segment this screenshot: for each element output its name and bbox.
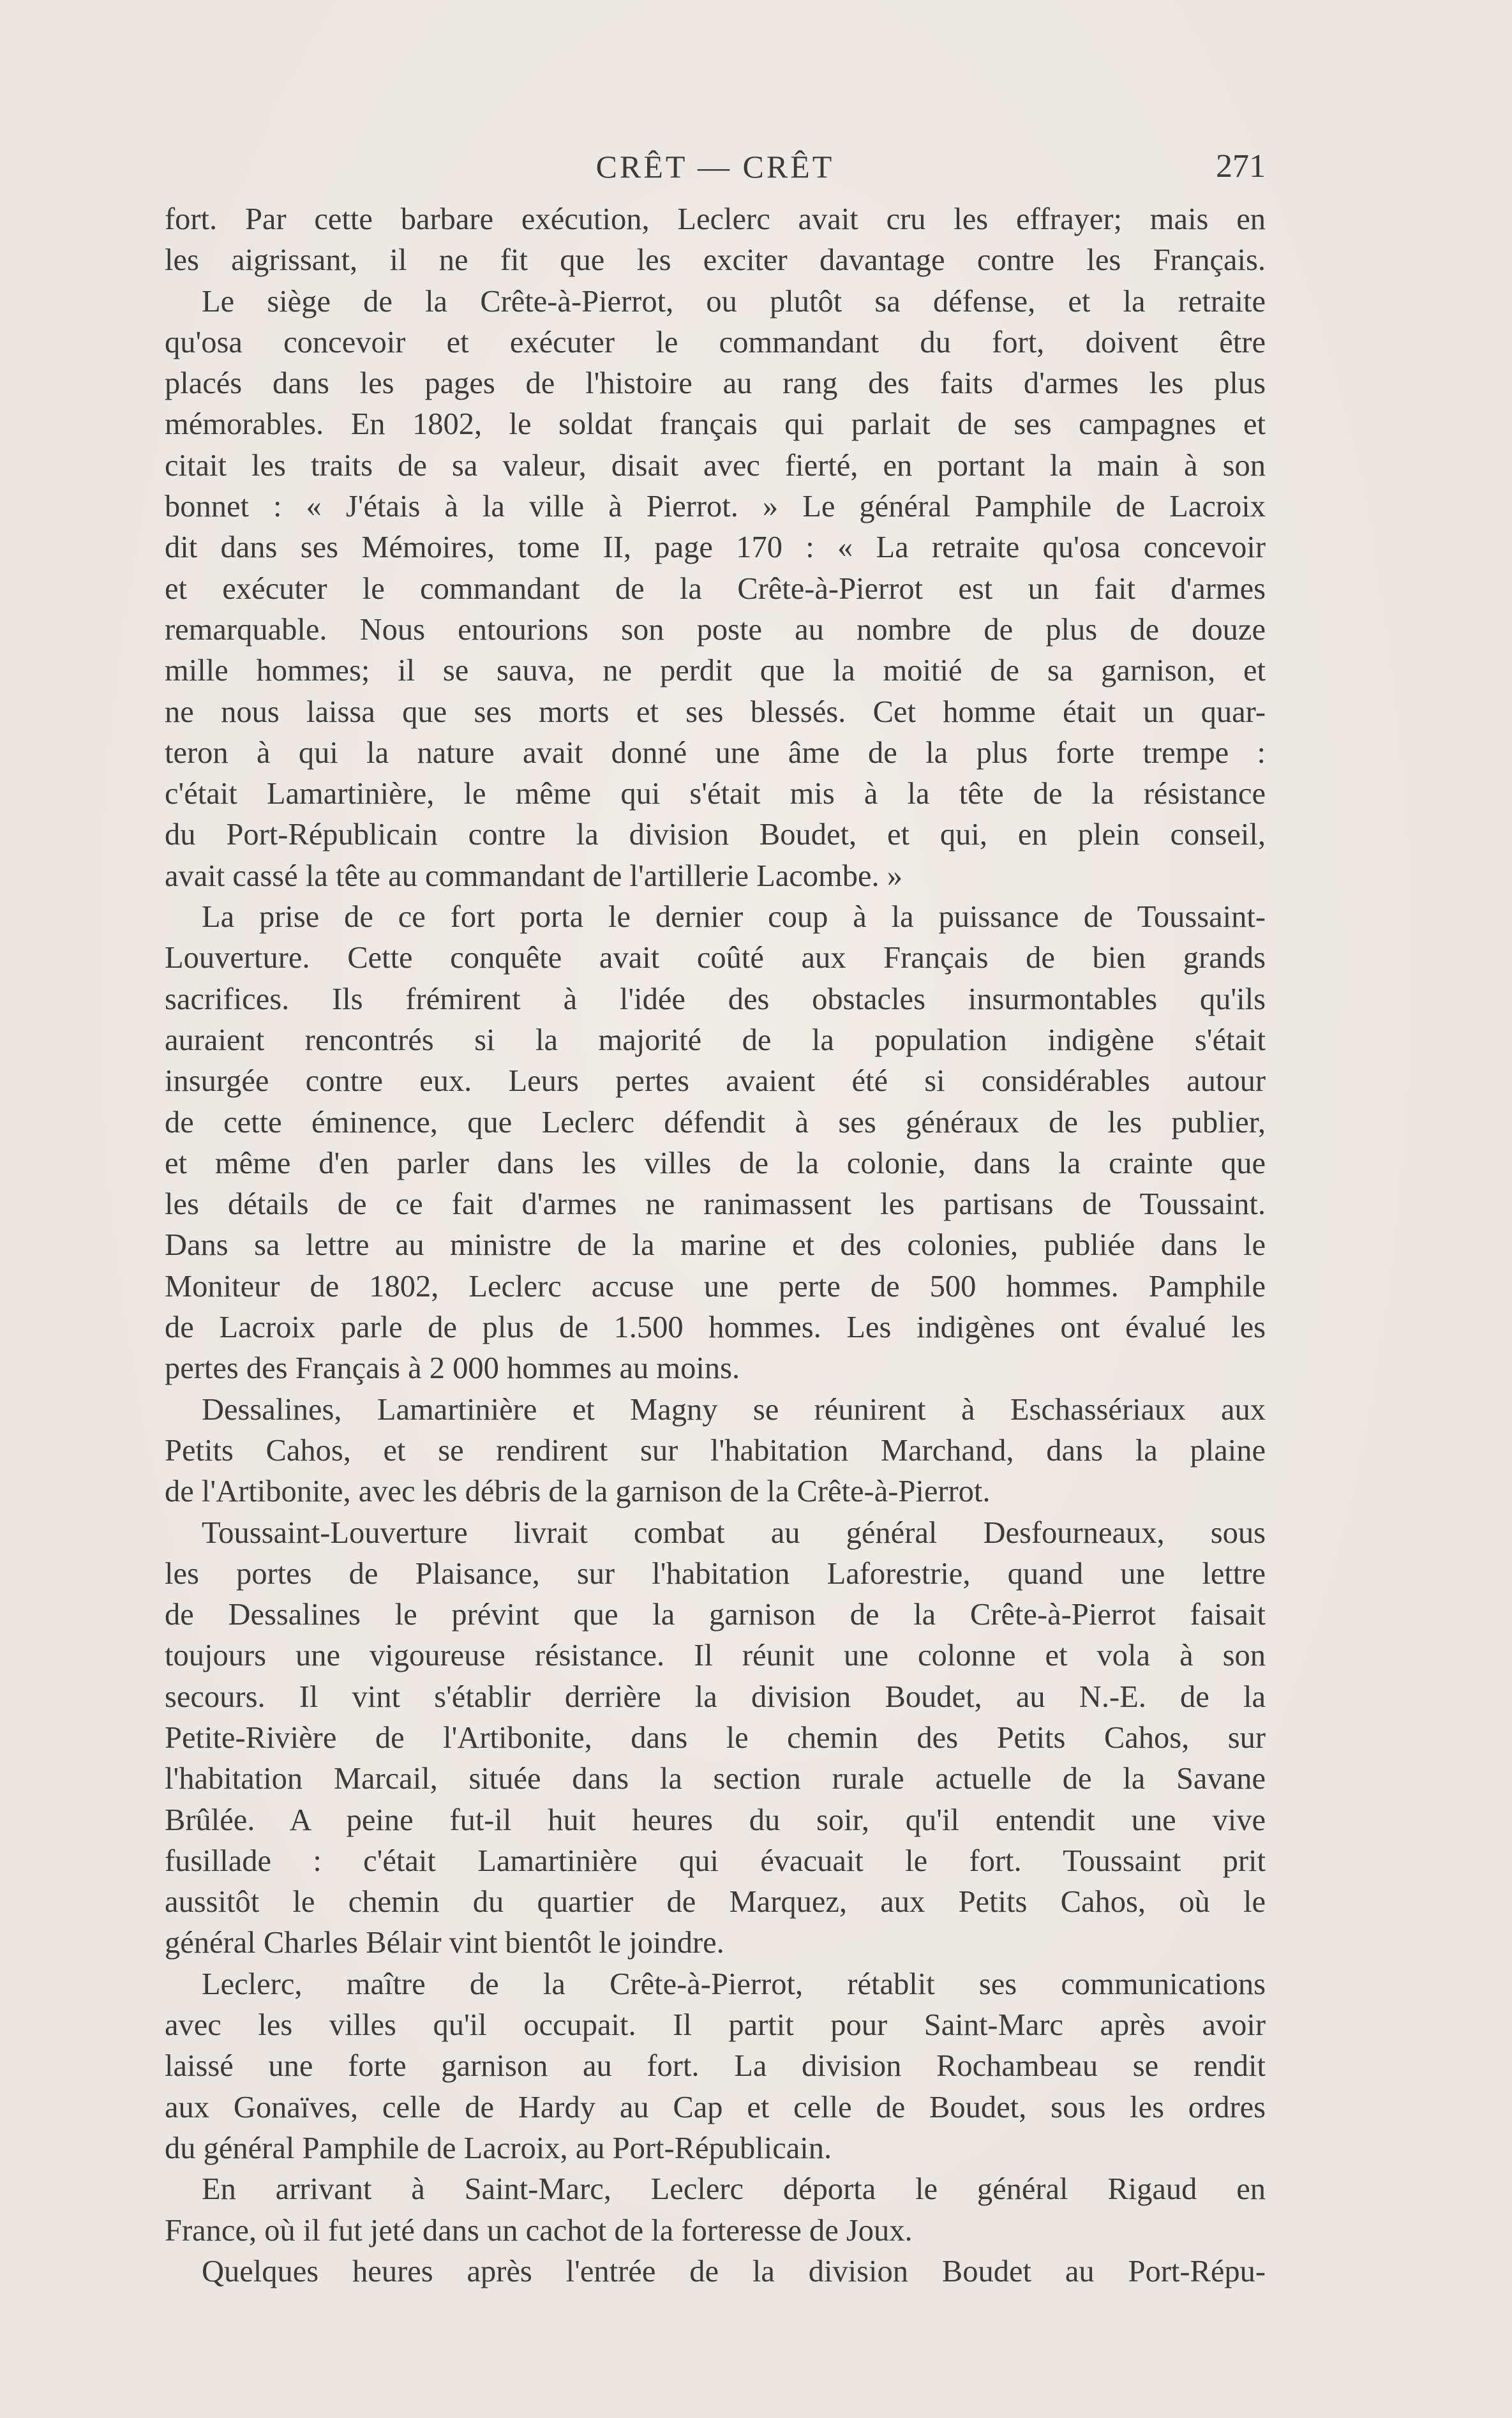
text-line: toujours une vigoureuse résistance. Il réunit une colonne et vola à son (165, 1639, 1266, 1673)
text-line: mémorables. En 1802, le soldat français qui parlait de ses campagnes et (165, 407, 1266, 442)
text-line: de Dessalines le prévint que la garnison de la Crête-à-Pierrot faisait (165, 1598, 1266, 1632)
text-line: du général Pamphile de Lacroix, au Port-Républicain. (165, 2131, 832, 2165)
text-line: du Port-Républicain contre la division Boudet, et qui, en plein conseil, (165, 818, 1266, 852)
text-line: pertes des Français à 2 000 hommes au moins. (165, 1351, 740, 1386)
page-header (165, 144, 1266, 189)
text-line: sacrifices. Ils frémirent à l'idée des obstacles insurmontables qu'ils (165, 982, 1266, 1016)
running-title: CRÊT — CRÊT (595, 149, 835, 184)
text-line: et même d'en parler dans les villes de la colonie, dans la crainte que (165, 1146, 1266, 1180)
text-line: Toussaint-Louverture livrait combat au général Desfourneaux, sous (202, 1515, 1266, 1550)
text-line: insurgée contre eux. Leurs pertes avaient été si considérables autour (165, 1064, 1266, 1099)
text-line: les détails de ce fait d'armes ne ranimassent les partisans de Toussaint. (165, 1187, 1266, 1222)
text-line: dit dans ses Mémoires, tome II, page 170 : « La retraite qu'osa concevoir (165, 530, 1266, 565)
text-line: général Charles Bélair vint bientôt le joindre. (165, 1926, 724, 1960)
text-line: teron à qui la nature avait donné une âme de la plus forte trempe : (165, 735, 1266, 770)
text-line: placés dans les pages de l'histoire au rang des faits d'armes les plus (165, 366, 1266, 401)
text-line: Petits Cahos, et se rendirent sur l'habitation Marchand, dans la plaine (165, 1433, 1266, 1468)
text-line: fort. Par cette barbare exécution, Leclerc avait cru les effrayer; mais en (165, 202, 1266, 236)
text-line: Dans sa lettre au ministre de la marine et des colonies, publiée dans le (165, 1228, 1266, 1263)
text-line: de l'Artibonite, avec les débris de la garnison de la Crête-à-Pierrot. (165, 1475, 991, 1509)
text-line: Moniteur de 1802, Leclerc accuse une perte de 500 hommes. Pamphile (165, 1269, 1266, 1303)
text-line: avec les villes qu'il occupait. Il partit pour Saint-Marc après avoir (165, 2008, 1266, 2043)
text-line: l'habitation Marcail, située dans la section rurale actuelle de la Savane (165, 1762, 1266, 1796)
text-line: et exécuter le commandant de la Crête-à-Pierrot est un fait d'armes (165, 571, 1266, 606)
text-line: laissé une forte garnison au fort. La division Rochambeau se rendit (165, 2049, 1266, 2084)
text-line: ne nous laissa que ses morts et ses blessés. Cet homme était un quar- (165, 695, 1266, 729)
body-text (165, 199, 1266, 2292)
text-line: Quelques heures après l'entrée de la division Boudet au Port-Répu- (202, 2254, 1266, 2288)
text-line: de Lacroix parle de plus de 1.500 hommes. Les indigènes ont évalué les (165, 1310, 1266, 1345)
text-line: auraient rencontrés si la majorité de la population indigène s'était (165, 1023, 1266, 1057)
text-line: bonnet : « J'étais à la ville à Pierrot. » Le général Pamphile de Lacroix (165, 490, 1266, 524)
text-line: avait cassé la tête au commandant de l'artillerie Lacombe. » (165, 859, 903, 893)
page-number: 271 (1216, 148, 1266, 184)
text-line: mille hommes; il se sauva, ne perdit que la moitié de sa garnison, et (165, 654, 1266, 688)
text-line: les aigrissant, il ne fit que les exciter davantage contre les Français. (165, 243, 1266, 278)
text-line: fusillade : c'était Lamartinière qui évacuait le fort. Toussaint prit (165, 1844, 1266, 1878)
text-line: les portes de Plaisance, sur l'habitation Laforestrie, quand une lettre (165, 1556, 1266, 1591)
text-line: La prise de ce fort porta le dernier coup à la puissance de Toussaint- (202, 900, 1266, 935)
text-line: remarquable. Nous entourions son poste au nombre de plus de douze (165, 612, 1266, 647)
text-line: Brûlée. A peine fut-il huit heures du soir, qu'il entendit une vive (165, 1803, 1266, 1837)
text-line: secours. Il vint s'établir derrière la division Boudet, au N.-E. de la (165, 1679, 1266, 1714)
text-line: Louverture. Cette conquête avait coûté aux Français de bien grands (165, 941, 1266, 975)
text-line: En arrivant à Saint-Marc, Leclerc déporta le général Rigaud en (202, 2172, 1266, 2207)
text-line: aussitôt le chemin du quartier de Marquez, aux Petits Cahos, où le (165, 1885, 1266, 1919)
text-line: Leclerc, maître de la Crête-à-Pierrot, rétablit ses communications (202, 1967, 1266, 2001)
text-line: de cette éminence, que Leclerc défendit à ses généraux de les publier, (165, 1105, 1266, 1139)
text-line: France, où il fut jeté dans un cachot de la forteresse de Joux. (165, 2213, 913, 2248)
text-line: aux Gonaïves, celle de Hardy au Cap et celle de Boudet, sous les ordres (165, 2090, 1266, 2124)
text-line: Dessalines, Lamartinière et Magny se réunirent à Eschassériaux aux (202, 1392, 1266, 1427)
text-line: c'était Lamartinière, le même qui s'était mis à la tête de la résistance (165, 777, 1266, 811)
text-line: Petite-Rivière de l'Artibonite, dans le chemin des Petits Cahos, sur (165, 1720, 1266, 1755)
text-line: qu'osa concevoir et exécuter le commandant du fort, doivent être (165, 325, 1266, 359)
text-line: citait les traits de sa valeur, disait avec fierté, en portant la main à son (165, 448, 1266, 483)
text-line: Le siège de la Crête-à-Pierrot, ou plutôt sa défense, et la retraite (202, 284, 1266, 319)
